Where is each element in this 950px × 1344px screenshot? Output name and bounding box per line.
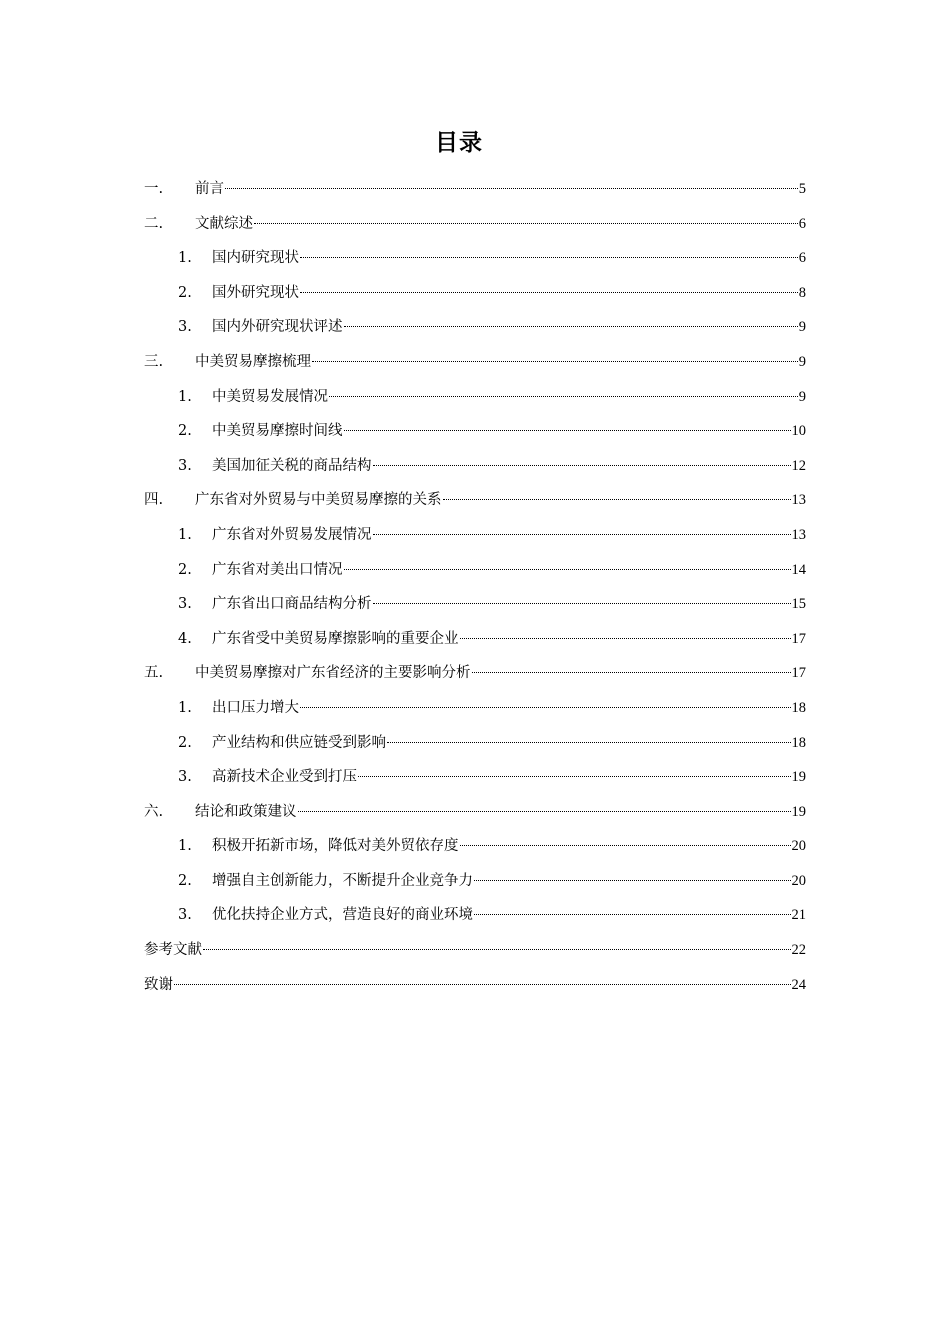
toc-entry[interactable] [144, 833, 806, 868]
toc-leader-dots [460, 839, 791, 846]
toc-entry-label: 国内研究现状 [212, 250, 299, 267]
toc-entry[interactable] [144, 522, 806, 557]
toc-entry[interactable] [144, 176, 806, 211]
toc-leader-dots [344, 320, 798, 327]
toc-leader-dots [344, 563, 791, 570]
toc-leader-dots [174, 978, 791, 985]
toc-entry-number: 3. [178, 319, 192, 336]
toc-entry-page-number: 18 [791, 699, 806, 716]
toc-entry-label: 国内外研究现状评述 [212, 319, 343, 336]
toc-entry[interactable] [144, 557, 806, 592]
toc-leader-dots [312, 355, 798, 362]
toc-entry-label: 增强自主创新能力，不断提升企业竞争力 [212, 872, 473, 889]
toc-entry-number: 1. [178, 388, 192, 405]
toc-entry[interactable] [144, 280, 806, 315]
toc-entry-page-number: 14 [791, 561, 806, 578]
toc-entry[interactable] [144, 868, 806, 903]
toc-entry[interactable] [144, 902, 806, 937]
toc-entry-label: 国外研究现状 [212, 284, 299, 301]
toc-entry-label: 美国加征关税的商品结构 [212, 457, 372, 474]
toc-entry-label: 中美贸易摩擦时间线 [212, 423, 343, 440]
toc-entry-page-number: 15 [791, 596, 806, 613]
toc-entry-page-number: 20 [791, 872, 806, 889]
toc-leader-dots [329, 390, 798, 397]
toc-entry-label: 结论和政策建议 [195, 803, 297, 820]
toc-entry-label: 中美贸易摩擦对广东省经济的主要影响分析 [195, 665, 471, 682]
toc-entry-number: 三. [144, 353, 164, 370]
toc-entry-page-number: 9 [798, 388, 806, 405]
toc-entry-number: 2. [178, 561, 192, 578]
toc-entry-label: 致谢 [144, 976, 173, 993]
toc-entry-number: 五. [144, 665, 164, 682]
toc-entry[interactable] [144, 453, 806, 488]
toc-entry[interactable] [144, 314, 806, 349]
toc-leader-dots [373, 459, 791, 466]
toc-entry-number: 六. [144, 803, 164, 820]
toc-entry-page-number: 13 [791, 526, 806, 543]
toc-entry[interactable] [144, 384, 806, 419]
toc-leader-dots [300, 251, 798, 258]
toc-leader-dots [300, 286, 798, 293]
toc-entry[interactable] [144, 245, 806, 280]
toc-entry[interactable] [144, 487, 806, 522]
toc-entry-number: 3. [178, 457, 192, 474]
toc-leader-dots [203, 943, 791, 950]
toc-entry-page-number: 8 [798, 284, 806, 301]
toc-entry-label: 中美贸易摩擦梳理 [195, 353, 311, 370]
toc-entry-number: 二. [144, 215, 164, 232]
toc-entry-page-number: 17 [791, 630, 806, 647]
toc-entry[interactable] [144, 972, 806, 1007]
toc-entry-label: 广东省对美出口情况 [212, 561, 343, 578]
toc-entry-page-number: 20 [791, 838, 806, 855]
toc-entry-page-number: 12 [791, 457, 806, 474]
toc-entry[interactable] [144, 211, 806, 246]
toc-leader-dots [358, 770, 791, 777]
toc-entry-page-number: 18 [791, 734, 806, 751]
toc-entry[interactable] [144, 626, 806, 661]
toc-entry[interactable] [144, 349, 806, 384]
toc-entry-label: 中美贸易发展情况 [212, 388, 328, 405]
toc-leader-dots [344, 424, 791, 431]
toc-entry-label: 广东省受中美贸易摩擦影响的重要企业 [212, 630, 459, 647]
toc-entry-label: 广东省对外贸易发展情况 [212, 526, 372, 543]
toc-entry-page-number: 10 [791, 423, 806, 440]
toc-entry-label: 积极开拓新市场，降低对美外贸依存度 [212, 838, 459, 855]
toc-entry-number: 4. [178, 630, 192, 647]
toc-entry-label: 广东省对外贸易与中美贸易摩擦的关系 [195, 492, 442, 509]
page-title: 目录 [435, 130, 483, 156]
toc-entry-label: 出口压力增大 [212, 699, 299, 716]
toc-entry[interactable] [144, 937, 806, 972]
toc-leader-dots [474, 908, 791, 915]
toc-entry-page-number: 19 [791, 803, 806, 820]
toc-entry-number: 四. [144, 492, 164, 509]
toc-entry-number: 2. [178, 423, 192, 440]
toc-leader-dots [254, 217, 798, 224]
toc-entry-number: 2. [178, 872, 192, 889]
toc-entry[interactable] [144, 418, 806, 453]
toc-leader-dots [474, 874, 791, 881]
toc-entry-number: 1. [178, 526, 192, 543]
toc-leader-dots [472, 666, 791, 673]
toc-entry-label: 高新技术企业受到打压 [212, 769, 357, 786]
toc-entry-page-number: 22 [791, 942, 806, 959]
toc-entry-number: 1. [178, 250, 192, 267]
toc-leader-dots [460, 632, 791, 639]
toc-entry-page-number: 21 [791, 907, 806, 924]
toc-entry[interactable] [144, 730, 806, 765]
toc-leader-dots [225, 182, 798, 189]
toc-leader-dots [387, 736, 791, 743]
table-of-contents [144, 176, 806, 1006]
toc-leader-dots [373, 597, 791, 604]
toc-entry-page-number: 24 [791, 976, 806, 993]
toc-entry-number: 3. [178, 907, 192, 924]
toc-entry-number: 3. [178, 769, 192, 786]
toc-entry-number: 2. [178, 734, 192, 751]
toc-entry-label: 前言 [195, 181, 224, 197]
toc-entry-page-number: 6 [798, 215, 806, 232]
toc-entry-page-number: 9 [798, 319, 806, 336]
toc-entry-label: 参考文献 [144, 942, 202, 959]
toc-entry-label: 产业结构和供应链受到影响 [212, 734, 386, 751]
toc-entry-page-number: 17 [791, 665, 806, 682]
toc-entry[interactable] [144, 660, 806, 695]
toc-entry-page-number: 13 [791, 492, 806, 509]
toc-entry[interactable] [144, 695, 806, 730]
toc-entry-number: 1. [178, 838, 192, 855]
toc-entry-number: 2. [178, 284, 192, 301]
toc-leader-dots [443, 493, 791, 500]
toc-entry-number: 3. [178, 596, 192, 613]
toc-entry-label: 广东省出口商品结构分析 [212, 596, 372, 613]
toc-entry-label: 文献综述 [195, 215, 253, 232]
toc-leader-dots [298, 805, 791, 812]
toc-entry-page-number: 9 [798, 353, 806, 370]
toc-leader-dots [373, 528, 791, 535]
toc-entry[interactable] [144, 591, 806, 626]
toc-entry[interactable] [144, 799, 806, 834]
toc-entry-page-number: 5 [798, 181, 806, 197]
toc-entry-label: 优化扶持企业方式，营造良好的商业环境 [212, 907, 473, 924]
toc-entry[interactable] [144, 764, 806, 799]
toc-leader-dots [300, 701, 791, 708]
toc-entry-number: 一. [144, 181, 164, 197]
toc-entry-page-number: 6 [798, 250, 806, 267]
toc-entry-page-number: 19 [791, 769, 806, 786]
toc-entry-number: 1. [178, 699, 192, 716]
